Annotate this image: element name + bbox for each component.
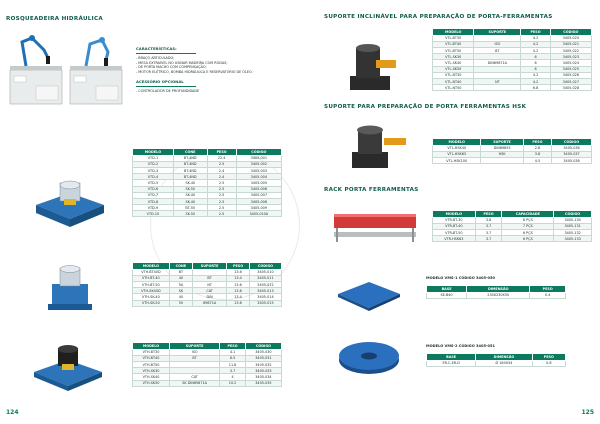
vth-table-body: [133, 269, 282, 306]
table-cell: VTL-HSK40: [433, 145, 481, 151]
table-cell: 13.6: [227, 281, 250, 287]
table-cell: 0.4: [530, 292, 566, 298]
table-cell: 2.5: [207, 211, 236, 217]
vth-tool-stand-image: [40, 262, 100, 312]
table-cell: VTL-HSK100: [433, 157, 481, 163]
table-cell: 3405-022: [550, 47, 591, 53]
feature-item: - DE PORTA MACHO COM COMPENSAÇÃO;: [136, 65, 207, 70]
optional-accessory-heading: ACESSÓRIO OPCIONAL: [136, 79, 184, 85]
features-divider: [136, 53, 196, 54]
table-cell: VTD-5: [133, 180, 174, 186]
table-cell: 0.8: [532, 360, 565, 366]
table-cell: VTH-BT-40: [133, 275, 170, 281]
vth-bench-table-body: [133, 349, 282, 386]
table-cell: Ø 160X54: [476, 360, 532, 366]
table-cell: 3405-001: [236, 155, 281, 161]
table-cell: VTR-BT-50: [433, 229, 476, 235]
hsk-holder-table-body: [433, 145, 592, 164]
table-cell: 13.4: [227, 275, 250, 281]
optional-divider: [136, 86, 196, 87]
table-cell: BT-50: [173, 205, 207, 211]
table-cell: 11.8: [220, 361, 246, 367]
table-row: [133, 211, 282, 217]
table-cell: 4.2: [521, 47, 550, 53]
table-cell: VTH-BT-50: [133, 281, 170, 287]
section-title-inclinavel: SUPORTE INCLINÁVEL PARA PREPARAÇÃO DE PORTA-FERRAMENTAS: [324, 14, 553, 20]
column-header: MODELO: [133, 343, 170, 350]
table-cell: 3405-013: [249, 288, 281, 294]
table-cell: BT: [193, 275, 227, 281]
table-cell: 50: [169, 300, 192, 306]
table-cell: 40: [169, 275, 192, 281]
column-header: CÓDIGO: [249, 263, 281, 270]
table-cell: BT-4ND: [173, 161, 207, 167]
vms1-table-body: [427, 292, 566, 298]
table-cell: 4.2: [521, 78, 550, 84]
square-tool-block-image: [334, 264, 404, 312]
table-cell: 2.4: [207, 167, 236, 173]
column-header: CÓDIGO: [236, 149, 281, 156]
tilting-holder-table: [432, 28, 592, 91]
hsk-holder-table: [432, 138, 592, 164]
table-cell: DIN: [193, 294, 227, 300]
table-cell: VTD-7: [133, 192, 174, 198]
table-cell: 3405-011: [249, 275, 281, 281]
tilting-holder-table-body: [433, 35, 592, 91]
table-cell: VTH-SK30: [133, 368, 170, 374]
table-row: [433, 157, 592, 163]
table-cell: 3405-004: [236, 174, 281, 180]
page-number: 124: [6, 409, 19, 416]
table-cell: 3405-131: [554, 223, 592, 229]
table-cell: 3405-031: [245, 355, 281, 361]
table-cell: SK-40: [173, 180, 207, 186]
vms2-table: [426, 353, 566, 367]
table-cell: BT-4ND: [173, 155, 207, 161]
table-cell: 3405-130: [554, 217, 592, 223]
section-title-rack: RACK PORTA FERRAMENTAS: [324, 187, 419, 193]
table-cell: VTH-SK40: [133, 374, 170, 380]
table-cell: 8 PÇS: [502, 217, 554, 223]
vms1-table: [426, 285, 566, 299]
table-cell: VTL-HSK63: [433, 151, 481, 157]
table-cell: 4.1: [220, 349, 246, 355]
table-cell: CAT: [193, 288, 227, 294]
table-cell: 3405-032: [245, 361, 281, 367]
table-cell: 3.7: [220, 368, 246, 374]
table-cell: VTD-10: [133, 211, 174, 217]
table-cell: VTH-SK-40: [133, 294, 170, 300]
table-cell: 40: [169, 294, 192, 300]
table-cell: [481, 157, 523, 163]
table-cell: 4.2: [521, 41, 550, 47]
vth-bench-table: [132, 342, 282, 387]
table-cell: 2.4: [207, 174, 236, 180]
column-header: MODELO: [433, 29, 474, 36]
table-cell: 2.5: [207, 198, 236, 204]
optional-item: - CONTROLADOR DE PROFUNDIDADE: [136, 89, 200, 94]
table-cell: VTL-NT30: [433, 72, 474, 78]
table-cell: BT-4ND: [173, 167, 207, 173]
column-header: CÓDIGO: [550, 29, 591, 36]
table-cell: VTD-8: [133, 198, 174, 204]
hydraulic-tapping-machines-image: [8, 30, 128, 108]
table-cell: 3405-010: [249, 269, 281, 275]
table-cell: 3.7: [475, 223, 502, 229]
table-cell: 3405-025: [550, 66, 591, 72]
features-heading: CARACTERÍSTICAS:: [136, 46, 177, 51]
rack-table: [432, 210, 592, 242]
column-header: CÓDIGO: [554, 211, 592, 218]
table-cell: SE-B40: [427, 292, 467, 298]
column-header: PESO: [475, 211, 502, 218]
table-cell: 3.8: [475, 217, 502, 223]
feature-item: - MESA EXTRAÍVEL NO USINAR MADEIRA COM RODAS;: [136, 60, 228, 65]
table-cell: 230X230X50: [467, 292, 530, 298]
table-cell: 4.2: [521, 35, 550, 41]
table-cell: 6: [521, 54, 550, 60]
table-cell: VTR-BT-30: [433, 217, 476, 223]
rack-table-body: [433, 217, 592, 242]
table-cell: 2.5: [207, 161, 236, 167]
column-header: PESO: [521, 29, 550, 36]
table-cell: VTD-2: [133, 161, 174, 167]
table-cell: 6 PÇS: [502, 236, 554, 242]
table-cell: ER-C-ER-D: [427, 360, 476, 366]
feature-item: - BRAÇO ARTICULADO;: [136, 56, 175, 60]
table-cell: 3.7: [475, 229, 502, 235]
table-row: [427, 360, 566, 366]
column-header: CONE: [169, 263, 192, 270]
hsk-holder-image: [340, 120, 410, 172]
column-header: SUPORTE: [474, 29, 521, 36]
tool-rack-image: [330, 202, 420, 246]
column-header: MODELO: [133, 149, 174, 156]
table-row: [433, 85, 592, 91]
column-header: MODELO: [433, 211, 476, 218]
table-cell: 3405-010A: [236, 211, 281, 217]
table-cell: VTH-SK-50: [133, 300, 170, 306]
table-cell: 3405-034: [245, 374, 281, 380]
table-cell: 7 PÇS: [502, 223, 554, 229]
table-cell: BT: [169, 269, 192, 275]
table-cell: 6.5: [220, 355, 246, 361]
table-cell: HSK: [481, 151, 523, 157]
table-cell: 50: [169, 281, 192, 287]
table-cell: 3405-008: [236, 198, 281, 204]
table-cell: SK: [169, 288, 192, 294]
table-cell: VTH-BT30: [133, 349, 170, 355]
table-cell: VTD-9: [133, 205, 174, 211]
table-cell: 3405-015: [249, 300, 281, 306]
table-cell: 10.2: [220, 380, 246, 386]
column-header: CONE: [173, 149, 207, 156]
table-cell: DIN69871A: [474, 60, 521, 66]
column-header: PESO: [207, 149, 236, 156]
table-cell: 3405-026: [550, 72, 591, 78]
table-cell: SK DIN69871A: [169, 380, 219, 386]
table-row: [133, 300, 282, 306]
column-header: SUPORTE: [169, 343, 219, 350]
table-cell: SK-40: [173, 192, 207, 198]
table-cell: VTR-HSK63: [433, 236, 476, 242]
table-cell: 4: [220, 374, 246, 380]
column-header: PESO: [227, 263, 250, 270]
table-cell: 3405-036: [552, 145, 592, 151]
column-header: SUPORTE: [481, 139, 523, 146]
feature-item: - MOTOR ELÉTRICO, BOMBA HIDRÁULICA E RESERVATÓRIO DE ÓLEO.: [136, 69, 253, 74]
table-cell: VTH-BT40: [133, 355, 170, 361]
table-cell: ISO: [169, 349, 219, 355]
table-cell: VTH-BT50: [133, 361, 170, 367]
table-cell: 2.8: [523, 145, 551, 151]
table-cell: 3405-037: [552, 151, 592, 157]
table-cell: VTD-3: [133, 167, 174, 173]
table-cell: CAT: [169, 374, 219, 380]
table-cell: 6: [521, 60, 550, 66]
table-cell: 3405-030: [245, 349, 281, 355]
table-cell: [474, 85, 521, 91]
table-cell: 3405-133: [554, 236, 592, 242]
table-cell: SK-40: [173, 198, 207, 204]
table-cell: DIN69893: [481, 145, 523, 151]
table-cell: VTL-SK30: [433, 54, 474, 60]
table-cell: 3405-132: [554, 229, 592, 235]
table-cell: 3405-035: [245, 380, 281, 386]
table-cell: VTH-SK50: [133, 380, 170, 386]
vth-table: [132, 262, 282, 307]
vth-bench-holder-image: [28, 338, 108, 393]
table-cell: 3405-033: [245, 368, 281, 374]
column-header: PESO: [220, 343, 246, 350]
vms2-table-body: [427, 360, 566, 366]
column-header: CÓDIGO: [245, 343, 281, 350]
table-cell: 3405-005: [236, 180, 281, 186]
table-cell: VTR-BT-40: [433, 223, 476, 229]
table-cell: 3.7: [475, 236, 502, 242]
table-cell: VTL-BT30: [433, 35, 474, 41]
table-cell: VTD-6: [133, 186, 174, 192]
table-cell: SK-50: [173, 186, 207, 192]
table-cell: VTH-BT40D: [133, 269, 170, 275]
table-cell: VTL-SK50: [433, 66, 474, 72]
table-cell: VTL-BT40: [433, 41, 474, 47]
table-cell: 6 PÇS: [502, 229, 554, 235]
table-cell: 69871A: [193, 300, 227, 306]
table-cell: VTL-NT50: [433, 85, 474, 91]
column-header: BASE: [427, 286, 467, 293]
table-cell: 4.2: [521, 72, 550, 78]
table-cell: 3405-021: [550, 41, 591, 47]
table-cell: 2.5: [207, 180, 236, 186]
table-cell: ISO: [474, 41, 521, 47]
table-cell: NT: [474, 78, 521, 84]
table-cell: 6: [521, 66, 550, 72]
model-label-vms2: MODELO VMS-2 CÓDIGO 3405-051: [426, 344, 495, 348]
column-header: DIMENSÃO: [476, 354, 532, 361]
model-label-vms1: MODELO VMS-1 CÓDIGO 3405-050: [426, 276, 495, 280]
page-number: 125: [581, 409, 594, 416]
table-cell: 3405-038: [552, 157, 592, 163]
table-cell: 3405-020: [550, 35, 591, 41]
column-header: CÓDIGO: [552, 139, 592, 146]
table-cell: BT-4ND: [173, 174, 207, 180]
table-cell: 13.6: [227, 269, 250, 275]
vtd-tool-holder-image: [30, 175, 110, 230]
column-header: PESO: [523, 139, 551, 146]
column-header: SUPORTE: [193, 263, 227, 270]
table-row: [433, 236, 592, 242]
column-header: DIMENSÃO: [467, 286, 530, 293]
table-cell: 3405-007: [236, 192, 281, 198]
table-cell: 3405-003: [236, 167, 281, 173]
table-cell: 2.5: [207, 192, 236, 198]
table-cell: 13.6: [227, 300, 250, 306]
column-header: MODELO: [133, 263, 170, 270]
table-cell: VTD-1: [133, 155, 174, 161]
table-cell: VTH-SK40D: [133, 288, 170, 294]
table-cell: 3405-006: [236, 186, 281, 192]
column-header: PESO: [532, 354, 565, 361]
table-cell: 4.5: [523, 157, 551, 163]
column-header: BASE: [427, 354, 476, 361]
table-cell: 13.4: [227, 294, 250, 300]
table-cell: SK-50: [173, 211, 207, 217]
round-tool-block-image: [336, 332, 402, 380]
table-cell: 6.8: [521, 85, 550, 91]
tilting-holder-image: [340, 34, 402, 94]
table-cell: BT: [169, 355, 219, 361]
table-cell: BT: [474, 47, 521, 53]
table-cell: VTD-4: [133, 174, 174, 180]
table-cell: 13.6: [227, 288, 250, 294]
table-cell: VTL-NT40: [433, 78, 474, 84]
table-cell: VTL-BT50: [433, 47, 474, 53]
section-title-hsk: SUPORTE PARA PREPARAÇÃO DE PORTA FERRAMENTAS HSK: [324, 104, 527, 110]
table-cell: 3405-012: [249, 281, 281, 287]
vtd-table-body: [133, 155, 282, 217]
column-header: MODELO: [433, 139, 481, 146]
left-page-title: ROSQUEADEIRA HIDRÁULICA: [6, 16, 104, 22]
table-cell: VTL-SK40: [433, 60, 474, 66]
table-cell: 22.4: [207, 155, 236, 161]
column-header: CAPACIDADE: [502, 211, 554, 218]
table-cell: 3405-023: [550, 54, 591, 60]
right-page: [300, 0, 600, 424]
table-cell: 2.5: [207, 205, 236, 211]
table-cell: 3405-014: [249, 294, 281, 300]
table-cell: 3.8: [523, 151, 551, 157]
table-row: [427, 292, 566, 298]
table-cell: 3405-002: [236, 161, 281, 167]
table-row: [133, 380, 282, 386]
column-header: PESO: [530, 286, 566, 293]
vtd-table: [132, 148, 282, 217]
table-cell: 3405-009: [236, 205, 281, 211]
table-cell: 3405-027: [550, 78, 591, 84]
table-cell: NT: [193, 281, 227, 287]
table-cell: 3405-028: [550, 85, 591, 91]
features-block: [136, 46, 286, 94]
table-cell: 3405-024: [550, 60, 591, 66]
table-cell: 2.5: [207, 186, 236, 192]
